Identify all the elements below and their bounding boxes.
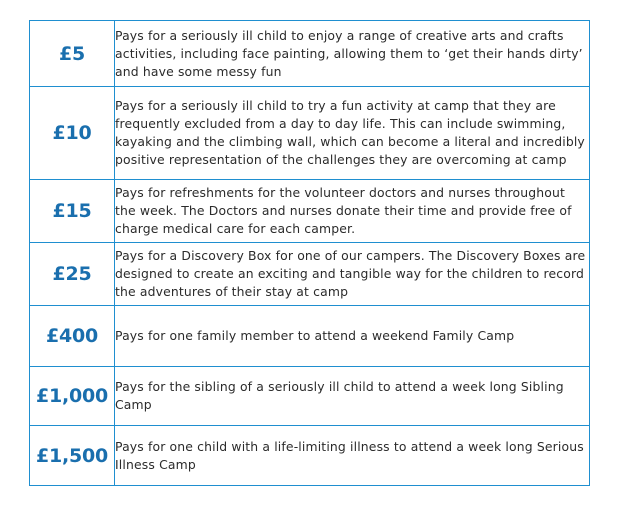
donation-description: Pays for one child with a life-limiting illness to attend a week long Serious Illness Camp <box>115 426 590 486</box>
table-row <box>30 367 590 426</box>
donation-description: Pays for a seriously ill child to enjoy a range of creative arts and crafts activities, including face painting, allowing them to ‘get their hands dirty’ and have some messy fun <box>115 21 590 87</box>
table-row <box>30 306 590 367</box>
donation-amount: £1,000 <box>30 367 115 426</box>
donation-description: Pays for refreshments for the volunteer doctors and nurses throughout the week. The Doctors and nurses donate their time and provide free of charge medical care for each camper. <box>115 180 590 243</box>
donation-description: Pays for a seriously ill child to try a fun activity at camp that they are frequently excluded from a day to day life. This can include swimming, kayaking and the climbing wall, which can become a literal and incredibly positive representation of the challenges they are overcoming at camp <box>115 87 590 180</box>
table-row <box>30 87 590 180</box>
donation-table <box>29 20 590 486</box>
table-row <box>30 426 590 486</box>
donation-amount: £5 <box>30 21 115 87</box>
table-row <box>30 180 590 243</box>
table-row <box>30 243 590 306</box>
table-row <box>30 21 590 87</box>
donation-description: Pays for a Discovery Box for one of our campers. The Discovery Boxes are designed to create an exciting and tangible way for the children to record the adventures of their stay at camp <box>115 243 590 306</box>
donation-amount: £400 <box>30 306 115 367</box>
donation-description: Pays for one family member to attend a weekend Family Camp <box>115 306 590 367</box>
donation-amount: £25 <box>30 243 115 306</box>
donation-amount: £1,500 <box>30 426 115 486</box>
donation-description: Pays for the sibling of a seriously ill child to attend a week long Sibling Camp <box>115 367 590 426</box>
donation-amount: £10 <box>30 87 115 180</box>
donation-amount: £15 <box>30 180 115 243</box>
